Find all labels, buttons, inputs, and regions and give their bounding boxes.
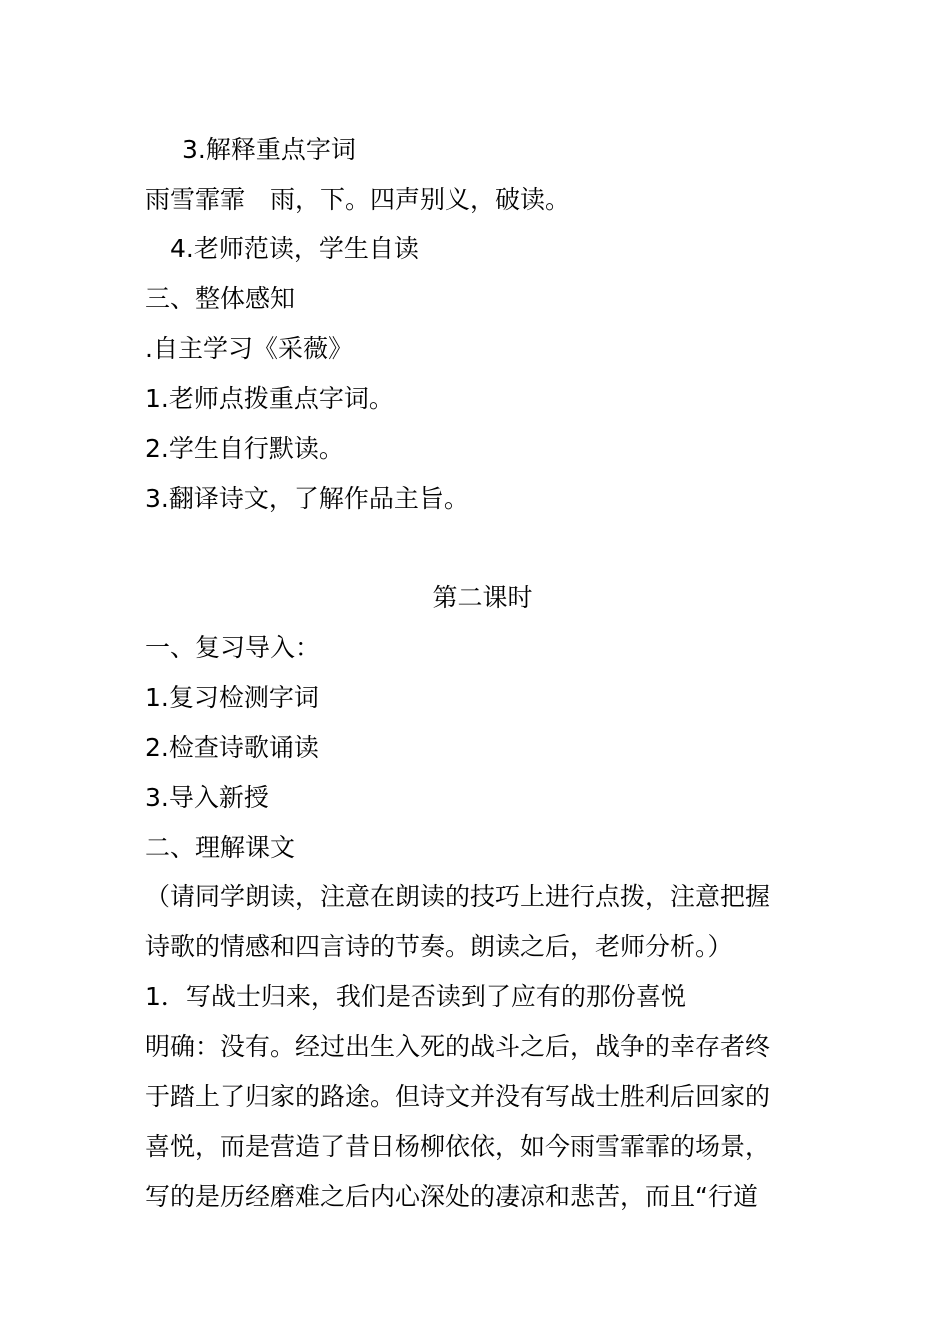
- list-item-check-recitation: 2.检查诗歌诵读: [145, 733, 319, 762]
- list-item-silent-reading: 2.学生自行默读。: [145, 434, 344, 463]
- section-heading-overall-perception: 三、整体感知: [145, 284, 296, 313]
- paragraph-line: 喜悦，而是营造了昔日杨柳依依，如今雨雪霏霏的场景，: [145, 1132, 771, 1161]
- list-item-new-lesson: 3.导入新授: [145, 783, 269, 812]
- section-heading-review: 一、复习导入：: [145, 633, 321, 662]
- lesson-title-second-period: 第二课时: [432, 583, 533, 612]
- section-heading-understand-text: 二、理解课文: [145, 833, 296, 862]
- word-note-yuxue: 雨雪霏霏 雨，下。四声别义，破读。: [145, 185, 571, 214]
- question-line: 1．写战士归来，我们是否读到了应有的那份喜悦: [145, 982, 686, 1011]
- paragraph-line: 诗歌的情感和四言诗的节奏。朗读之后，老师分析。）: [145, 932, 733, 961]
- list-item-translate: 3.翻译诗文，了解作品主旨。: [145, 484, 469, 513]
- paragraph-line: 于踏上了归家的路途。但诗文并没有写战士胜利后回家的: [145, 1082, 771, 1111]
- step-teacher-reading: 4.老师范读，学生自读: [170, 234, 419, 263]
- subheading-self-study: .自主学习《采薇》: [145, 334, 353, 363]
- list-item-key-words: 1.老师点拨重点字词。: [145, 384, 394, 413]
- step-explain-key-words: 3.解释重点字词: [182, 135, 356, 164]
- list-item-review-words: 1.复习检测字词: [145, 683, 319, 712]
- paragraph-line: （请同学朗读，注意在朗读的技巧上进行点拨，注意把握: [145, 882, 771, 911]
- paragraph-line: 明确：没有。经过出生入死的战斗之后，战争的幸存者终: [145, 1032, 771, 1061]
- paragraph-line: 写的是历经磨难之后内心深处的凄凉和悲苦，而且“行道: [145, 1182, 758, 1211]
